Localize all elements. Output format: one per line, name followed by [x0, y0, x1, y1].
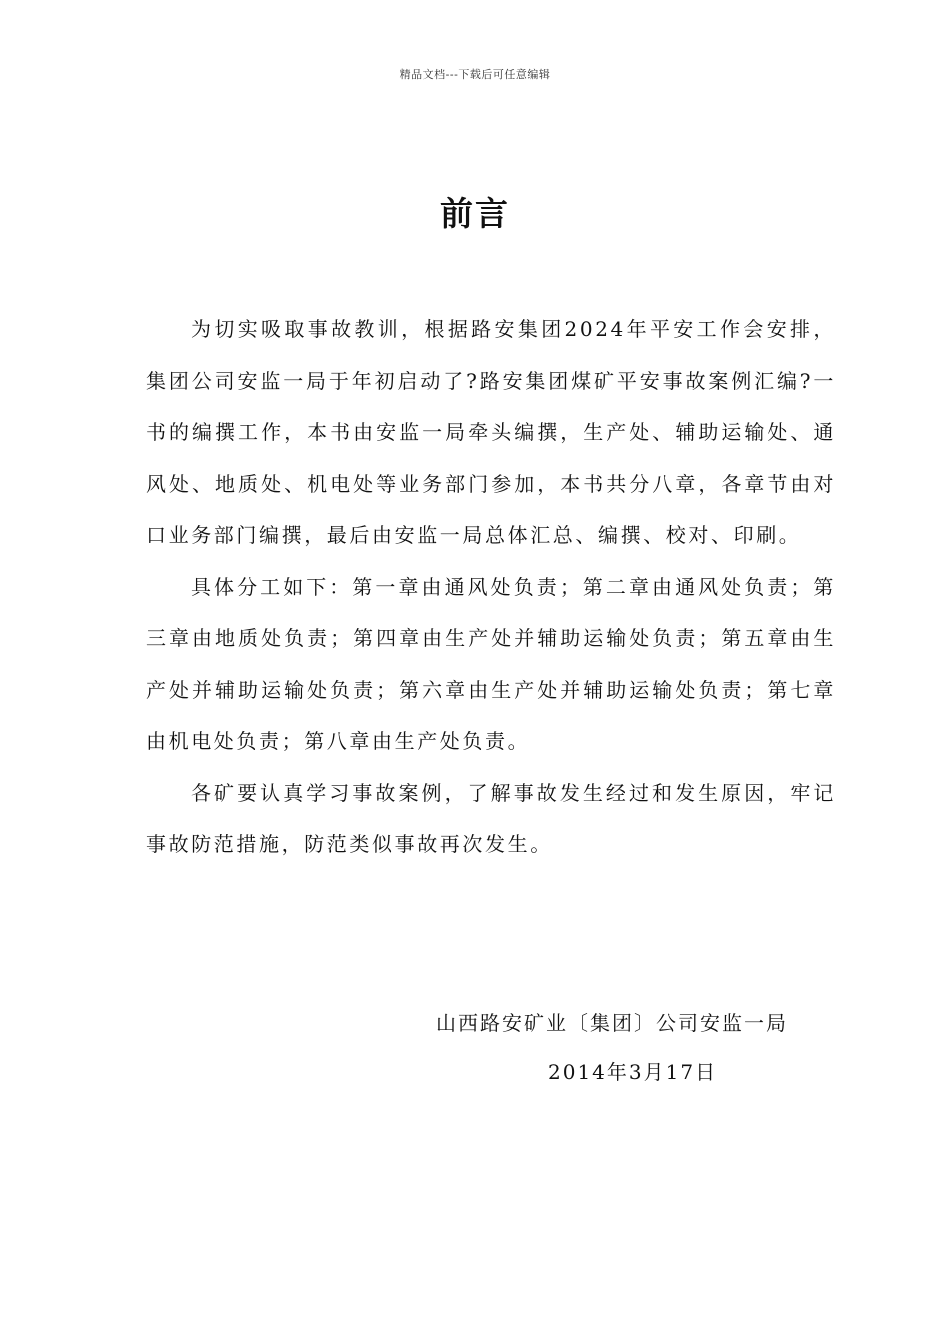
header-note: 精品文档---下载后可任意编辑	[399, 68, 551, 81]
paragraph-instructions: 各矿要认真学习事故案例，了解事故发生经过和发生原因，牢记事故防范措施，防范类似事故再次发生。	[146, 780, 836, 856]
signature-date: 2014年3月17日	[548, 1060, 718, 1084]
paragraph-purpose: 为切实吸取事故教训，根据路安集团2024年平安工作会安排，集团公司安监一局于年初启动了?路安集团煤矿平安事故案例汇编?一书的编撰工作，本书由安监一局牵头编撰，生产处、辅助运输处、通风处、地质处、机电处等业务部门参加，本书共分八章，各章节由对口业务部门编撰，最后由安监一局总体汇总、编撰、校对、印刷。	[146, 317, 836, 547]
preface-body	[146, 304, 836, 871]
signature-organization: 山西路安矿业〔集团〕公司安监一局	[436, 1011, 788, 1035]
paragraph-division-of-work: 具体分工如下：第一章由通风处负责；第二章由通风处负责；第三章由地质处负责；第四章由生产处并辅助运输处负责；第五章由生产处并辅助运输处负责；第六章由生产处并辅助运输处负责；第七章由机电处负责；第八章由生产处负责。	[146, 574, 836, 753]
page-title: 前言	[440, 194, 510, 233]
